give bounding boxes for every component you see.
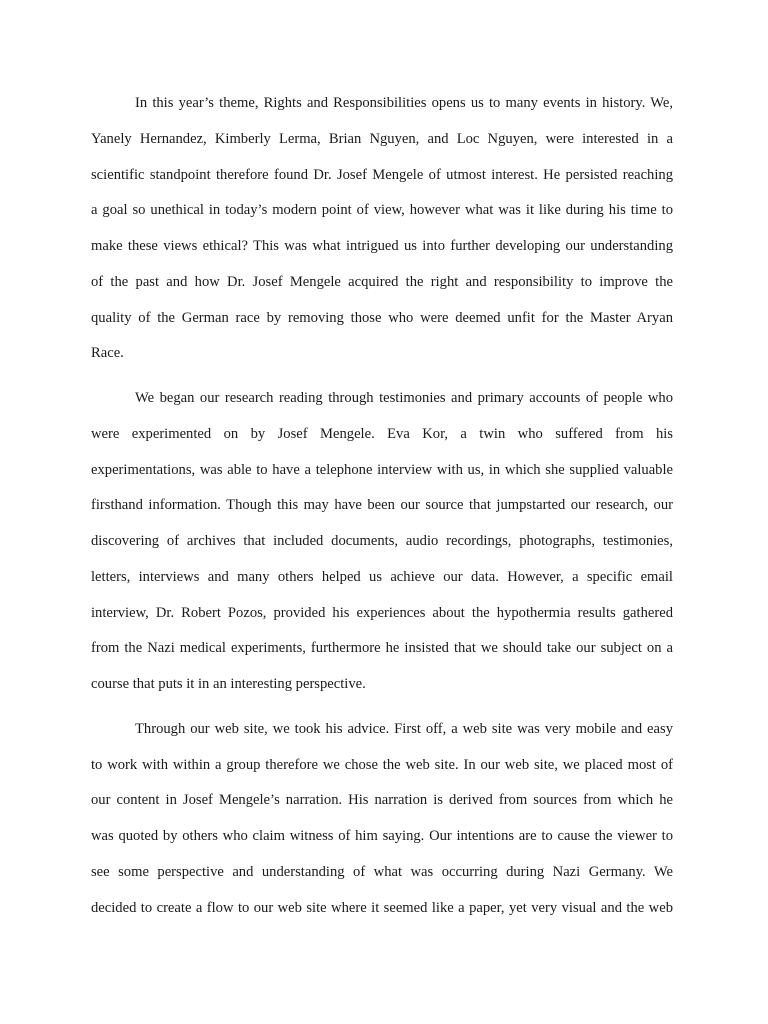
paragraph [91,86,673,372]
paragraph-spacer [91,372,673,381]
essay-body [91,86,673,926]
text-line: discovering of archives that included documents, audio recordings, photographs, testimonies, [91,533,673,549]
text-line: see some perspective and understanding of what was occurring during Nazi Germany. We [91,863,673,880]
text-line: were experimented on by Josef Mengele. Eva Kor, a twin who suffered from his [91,425,673,442]
text-line: scientific standpoint therefore found Dr. Josef Mengele of utmost interest. He persisted reaching [91,166,673,183]
text-line: In this year’s theme, Rights and Responsibilities opens us to many events in history. We, [135,95,673,111]
paragraph [91,381,673,703]
text-line: of the past and how Dr. Josef Mengele acquired the right and responsibility to improve the [91,273,673,290]
text-line: our content in Josef Mengele’s narration. His narration is derived from sources from which he [91,792,673,809]
paragraph [91,712,673,927]
text-line: firsthand information. Though this may have been our source that jumpstarted our research, our [91,497,673,514]
text-line: from the Nazi medical experiments, furthermore he insisted that we should take our subject on a [91,640,673,657]
text-line: Yanely Hernandez, Kimberly Lerma, Brian Nguyen, and Loc Nguyen, were interested in a [91,130,673,147]
text-line: quality of the German race by removing those who were deemed unfit for the Master Aryan [91,309,673,326]
text-line: make these views ethical? This was what intrigued us into further developing our understanding [91,238,673,254]
text-line: Race. [91,345,124,362]
text-line: Through our web site, we took his advice. First off, a web site was very mobile and easy [135,720,673,737]
text-line: interview, Dr. Robert Pozos, provided his experiences about the hypothermia results gathered [91,604,673,621]
text-line: course that puts it in an interesting perspective. [91,676,366,692]
paragraph-spacer [91,703,673,712]
text-line: was quoted by others who claim witness of him saying. Our intentions are to cause the viewer to [91,828,673,844]
text-line: decided to create a flow to our web site where it seemed like a paper, yet very visual and the web [91,899,673,916]
text-line: experimentations, was able to have a telephone interview with us, in which she supplied valuable [91,461,673,478]
text-line: letters, interviews and many others helped us achieve our data. However, a specific email [91,568,673,585]
text-line: to work with within a group therefore we chose the web site. In our web site, we placed most of [91,756,673,773]
text-line: a goal so unethical in today’s modern point of view, however what was it like during his time to [91,202,673,219]
text-line: We began our research reading through testimonies and primary accounts of people who [135,390,673,406]
